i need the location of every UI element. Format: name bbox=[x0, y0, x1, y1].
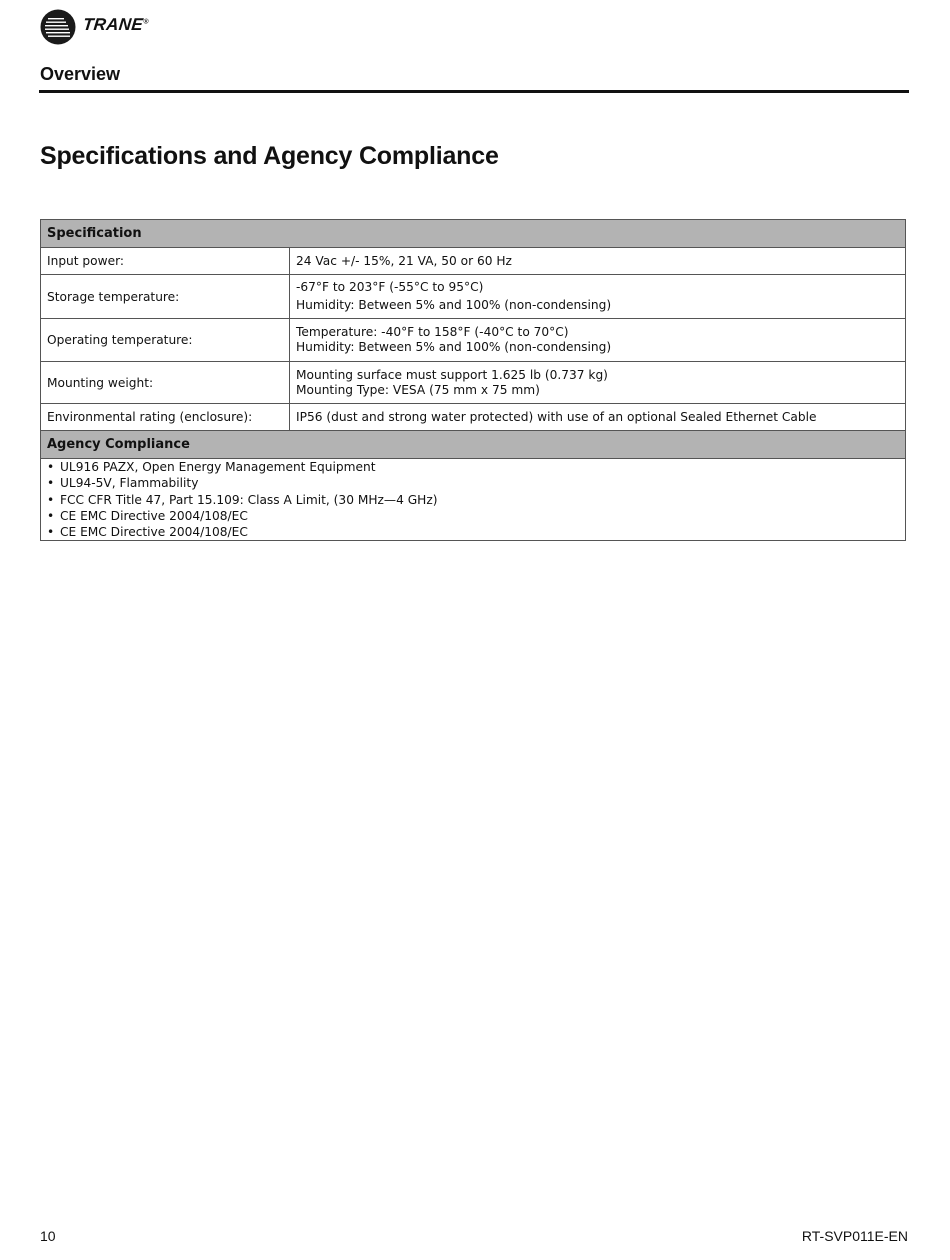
spec-value-operating-temperature: Temperature: -40°F to 158°F (-40°C to 70°C) Humidity: Between 5% and 100% (non-condensing) bbox=[290, 319, 906, 362]
specifications-table bbox=[40, 219, 906, 541]
table-row bbox=[41, 248, 906, 275]
trane-circle-logo-icon bbox=[40, 9, 76, 45]
spec-value-input-power: 24 Vac +/- 15%, 21 VA, 50 or 60 Hz bbox=[290, 248, 906, 275]
table-row bbox=[41, 362, 906, 404]
list-item: • FCC CFR Title 47, Part 15.109: Class A Limit, (30 MHz—4 GHz) bbox=[47, 492, 438, 507]
spec-label-input-power: Input power: bbox=[41, 248, 290, 275]
page-number: 10 bbox=[40, 1228, 56, 1244]
list-item: • CE EMC Directive 2004/108/EC bbox=[47, 525, 248, 540]
specification-header: Specification bbox=[41, 220, 906, 248]
spec-value-mounting-weight: Mounting surface must support 1.625 lb (0.737 kg) Mounting Type: VESA (75 mm x 75 mm) bbox=[290, 362, 906, 404]
table-row bbox=[41, 459, 906, 541]
spec-label-storage-temperature: Storage temperature: bbox=[41, 275, 290, 319]
agency-compliance-cell bbox=[41, 459, 906, 541]
spec-value-storage-temperature: -67°F to 203°F (-55°C to 95°C) Humidity: Between 5% and 100% (non-condensing) bbox=[290, 275, 906, 319]
spec-label-operating-temperature: Operating temperature: bbox=[41, 319, 290, 362]
table-row bbox=[41, 404, 906, 431]
section-title: Overview bbox=[40, 64, 121, 84]
list-item: • UL94-5V, Flammability bbox=[47, 476, 199, 491]
spec-value-environmental-rating: IP56 (dust and strong water protected) with use of an optional Sealed Ethernet Cable bbox=[290, 404, 906, 431]
table-header-row bbox=[41, 220, 906, 248]
spec-label-mounting-weight: Mounting weight: bbox=[41, 362, 290, 404]
list-item: • CE EMC Directive 2004/108/EC bbox=[47, 508, 248, 523]
table-row bbox=[41, 319, 906, 362]
table-header-row bbox=[41, 431, 906, 459]
agency-compliance-header: Agency Compliance bbox=[41, 431, 906, 459]
spec-label-environmental-rating: Environmental rating (enclosure): bbox=[41, 404, 290, 431]
brand-logo bbox=[40, 8, 149, 46]
document-id: RT-SVP011E-EN bbox=[801, 1228, 908, 1244]
section-divider bbox=[39, 90, 909, 93]
page-heading: Specifications and Agency Compliance bbox=[40, 142, 499, 170]
list-item: • UL916 PAZX, Open Energy Management Equipment bbox=[47, 460, 376, 474]
table-row bbox=[41, 275, 906, 319]
agency-compliance-list bbox=[47, 459, 899, 540]
brand-wordmark: TRANE® bbox=[82, 15, 150, 34]
